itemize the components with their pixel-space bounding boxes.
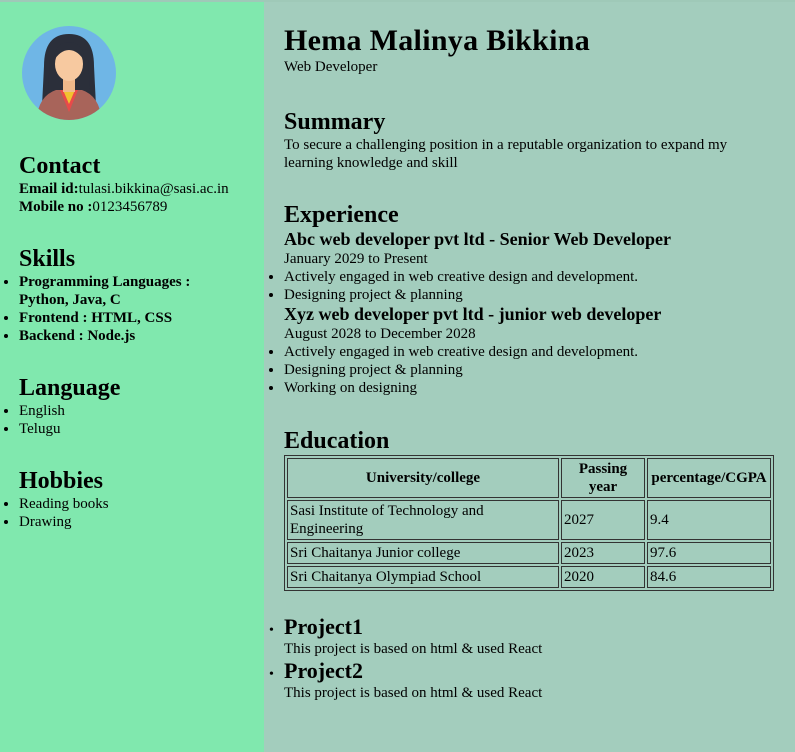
table-cell: 97.6 (647, 542, 771, 564)
education-heading: Education (284, 428, 390, 454)
table-cell: 2020 (561, 566, 645, 588)
list-item: • Drawing (19, 513, 109, 531)
table-cell: Sasi Institute of Technology and Engineering (287, 500, 559, 540)
list-item: • Frontend : HTML, CSS (19, 309, 225, 327)
language-section (0, 374, 120, 438)
table-cell: 9.4 (647, 500, 771, 540)
table-cell: 2027 (561, 500, 645, 540)
list-item: • Telugu (19, 420, 120, 438)
table-cell: Sri Chaitanya Olympiad School (287, 566, 559, 588)
sidebar (0, 0, 264, 752)
project-title: Project1 (284, 614, 363, 639)
summary-text: To secure a challenging position in a reputable organization to expand my learning knowledge and skill (284, 137, 728, 171)
experience-heading: Experience (284, 202, 399, 228)
table-cell: 2023 (561, 542, 645, 564)
hobbies-list (0, 495, 109, 531)
table-row (287, 542, 771, 564)
job-title: Abc web developer pvt ltd - Senior Web Developer (284, 229, 671, 249)
mobile-line (19, 198, 229, 216)
job-period: August 2028 to December 2028 (284, 326, 476, 342)
list-item: • Working on designing (284, 379, 784, 397)
bullet-icon: • (269, 623, 274, 638)
list-item: • Programming Languages : Python, Java, C (19, 273, 225, 309)
skills-list (0, 273, 225, 345)
email-value: tulasi.bikkina@sasi.ac.in (78, 181, 229, 197)
list-item: • Actively engaged in web creative design and development. (284, 268, 784, 286)
mobile-label: Mobile no : (19, 199, 93, 215)
job-points (264, 343, 784, 397)
list-item: • Designing project & planning (284, 286, 784, 304)
table-cell: Sri Chaitanya Junior college (287, 542, 559, 564)
skills-heading: Skills (19, 246, 76, 272)
contact-section (19, 152, 229, 216)
summary-heading: Summary (284, 109, 386, 135)
email-line (19, 180, 229, 198)
table-row (287, 566, 771, 588)
hobbies-heading: Hobbies (19, 468, 104, 494)
education-table (284, 455, 774, 591)
email-label: Email id: (19, 181, 79, 197)
list-item: • Backend : Node.js (19, 327, 225, 345)
contact-heading: Contact (19, 153, 101, 179)
projects-list (269, 614, 543, 702)
column-header: University/college (287, 458, 559, 498)
experience-section (264, 201, 784, 397)
job-points (264, 268, 784, 304)
list-item: • Actively engaged in web creative design and development. (284, 343, 784, 361)
language-heading: Language (19, 375, 121, 401)
header (284, 24, 590, 76)
list-item (269, 614, 543, 658)
table-cell: 84.6 (647, 566, 771, 588)
list-item (269, 658, 543, 702)
table-row (287, 500, 771, 540)
avatar (22, 26, 116, 120)
list-item: • Designing project & planning (284, 361, 784, 379)
project-description: This project is based on html & used React (284, 641, 543, 657)
job-period: January 2029 to Present (284, 251, 428, 267)
projects-section (269, 614, 543, 702)
list-item: • Reading books (19, 495, 109, 513)
skills-section (0, 245, 230, 345)
bullet-icon: • (269, 667, 274, 682)
education-section (284, 427, 774, 591)
column-header: percentage/CGPA (647, 458, 771, 498)
list-item: • English (19, 402, 120, 420)
profile-name: Hema Malinya Bikkina (284, 24, 591, 57)
main-content (264, 0, 795, 752)
project-description: This project is based on html & used React (284, 685, 543, 701)
hobbies-section (0, 467, 109, 531)
table-header-row (287, 458, 771, 498)
language-list (0, 402, 120, 438)
mobile-value: 0123456789 (92, 199, 168, 215)
profile-role: Web Developer (284, 59, 378, 75)
summary-section (284, 108, 779, 172)
column-header: Passing year (561, 458, 645, 498)
job-title: Xyz web developer pvt ltd - junior web developer (284, 304, 662, 324)
project-title: Project2 (284, 658, 363, 683)
